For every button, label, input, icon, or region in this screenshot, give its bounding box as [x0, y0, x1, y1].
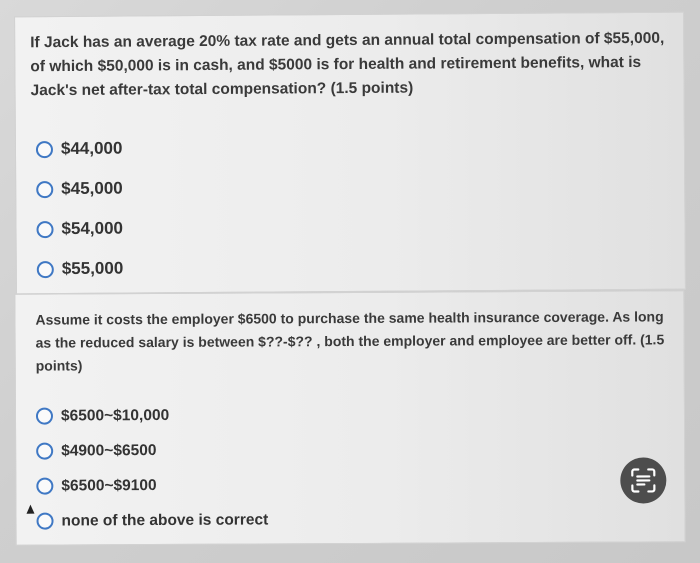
radio-button[interactable]: [36, 141, 53, 158]
question-1-text: If Jack has an average 20% tax rate and gets an annual total compensation of $55,000, of which $50,000 is in cash, and $5000 is for health and retirement benefits, what is Jack's net after-tax total compensation? (1.5 points): [30, 29, 665, 100]
option-45000[interactable]: [36, 169, 123, 210]
option-4900-6500[interactable]: [36, 432, 268, 468]
option-label: $6500~$10,000: [60, 406, 170, 425]
option-label: $44,000: [60, 138, 123, 159]
text-scan-button[interactable]: [620, 457, 666, 503]
question-2-text: Assume it costs the employer $6500 to purchase the same health insurance coverage. As long as the reduced salary is between $??-$?? , both the employer and employee are better off. (1.5 points): [35, 308, 665, 374]
question-2-options: [36, 397, 268, 538]
radio-button[interactable]: [36, 408, 53, 425]
radio-button[interactable]: [36, 513, 53, 530]
question-card-1: [14, 12, 686, 295]
radio-button[interactable]: [37, 261, 54, 278]
radio-button[interactable]: [36, 443, 53, 460]
radio-button[interactable]: [36, 221, 53, 238]
option-6500-10000[interactable]: [36, 397, 268, 433]
option-label: $45,000: [61, 178, 123, 199]
question-card-2: [14, 290, 685, 546]
option-6500-9100[interactable]: [36, 467, 268, 503]
radio-button[interactable]: [36, 478, 53, 495]
radio-button[interactable]: [36, 181, 53, 198]
option-55000[interactable]: [37, 249, 124, 290]
option-44000[interactable]: [36, 129, 123, 170]
option-label: $6500~$9100: [61, 476, 157, 495]
option-none-correct[interactable]: [36, 502, 268, 538]
mouse-cursor-icon: [26, 505, 34, 514]
option-54000[interactable]: [36, 209, 123, 250]
option-label: $54,000: [61, 218, 124, 239]
question-1-options: [36, 129, 124, 290]
option-label: $4900~$6500: [61, 441, 157, 460]
option-label: none of the above is correct: [61, 510, 269, 530]
text-scan-icon: [630, 467, 656, 493]
option-label: $55,000: [61, 258, 124, 279]
